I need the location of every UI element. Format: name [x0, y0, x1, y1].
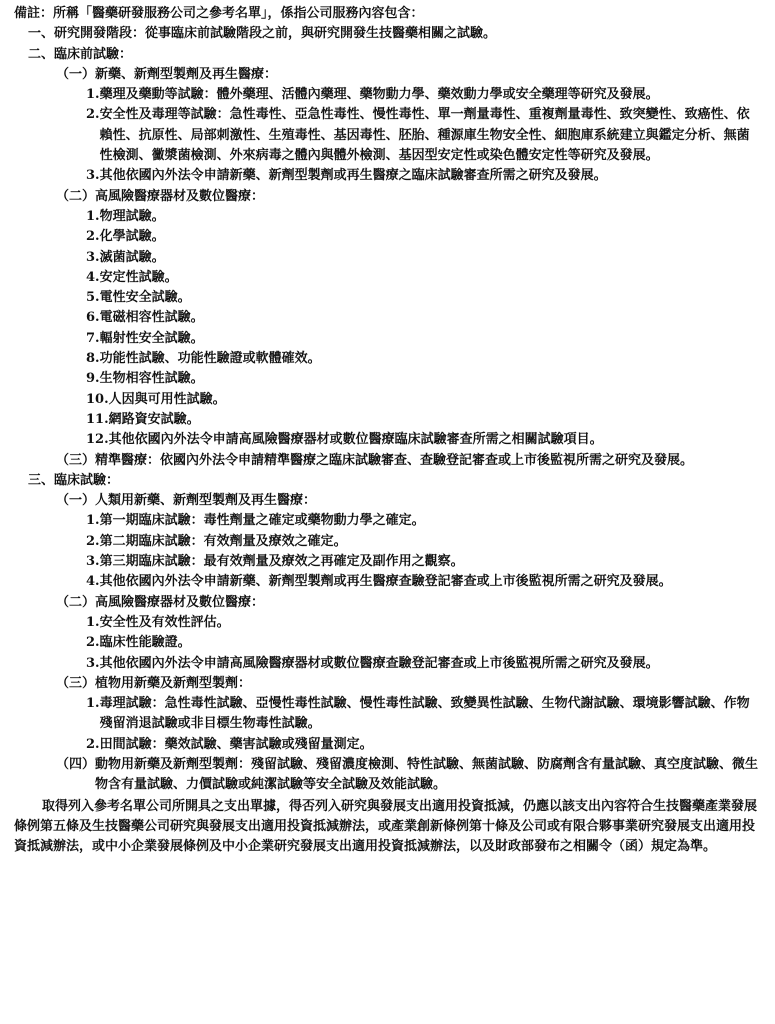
list-item-text: 安定性試驗。 — [99, 269, 178, 285]
list-item-text: 其他依國內外法令申請新藥、新劑型製劑或再生醫療之臨床試驗審查所需之研究及發展。 — [99, 168, 607, 184]
list-item-text: 電性安全試驗。 — [99, 290, 191, 306]
subsection-heading-label: （一） — [56, 66, 96, 82]
list-item — [14, 410, 762, 430]
list-item-text: 人因與可用性試驗。 — [108, 391, 226, 407]
list-item-text: 滅菌試驗。 — [99, 249, 165, 265]
list-item-label: 8. — [86, 351, 100, 367]
subsection-heading — [14, 755, 762, 796]
list-item — [14, 248, 762, 268]
subsection-heading-text: 高風險醫療器材及數位醫療： — [95, 594, 265, 610]
subsection-heading-text: 動物用新藥及新劑型製劑：殘留試驗、殘留濃度檢測、特性試驗、無菌試驗、防腐劑含有量試驗、真空度試驗、微生物含有量試驗、力價試驗或純潔試驗等安全試驗及效能試驗。 — [95, 756, 759, 793]
list-item-text: 第三期臨床試驗：最有效劑量及療效之再確定及副作用之觀察。 — [99, 554, 464, 570]
list-item-text: 其他依國內外法令申請新藥、新劑型製劑或再生醫療查驗登記審查或上市後監視所需之研究及發展。 — [99, 574, 672, 590]
list-item — [14, 511, 762, 531]
list-item-text: 安全性及毒理等試驗：急性毒性、亞急性毒性、慢性毒性、單一劑量毒性、重複劑量毒性、致突變性、致癌性、依賴性、抗原性、局部刺激性、生殖毒性、基因毒性、胚胎、種源庫生物安全性、細胞庫系統建立與鑑定分析、無菌性檢測、黴漿菌檢測、外來病毒之體內與體外檢測、基因型安定性或染色體安定性等研究及發展。 — [99, 107, 750, 164]
list-item-text: 第二期臨床試驗：有效劑量及療效之確定。 — [99, 533, 347, 549]
list-item-text: 毒理試驗：急性毒性試驗、亞慢性毒性試驗、慢性毒性試驗、致變異性試驗、生物代謝試驗、環境影響試驗、作物殘留消退試驗或非目標生物毒性試驗。 — [99, 696, 750, 732]
list-item-text: 物理試驗。 — [99, 208, 165, 224]
note-header — [14, 4, 762, 24]
list-item-label: 2. — [86, 107, 100, 123]
list-item-text: 生物相容性試驗。 — [99, 371, 204, 387]
list-item-label: 1. — [86, 513, 100, 529]
list-item-label: 3. — [86, 249, 100, 265]
list-item — [14, 105, 762, 166]
section-heading-label: 二、 — [28, 46, 55, 62]
note-intro: 所稱「醫藥研發服務公司之參考名單」，係指公司服務內容包含： — [53, 6, 424, 21]
subsection-heading-text: 新藥、新劑型製劑及再生醫療： — [95, 66, 278, 82]
note-label: 備註： — [14, 6, 54, 21]
subsection-heading — [14, 65, 762, 85]
subsection-heading-label: （四） — [56, 756, 96, 772]
list-item-label: 10. — [86, 391, 109, 407]
list-item-label: 4. — [86, 269, 100, 285]
list-item-text: 第一期臨床試驗：毒性劑量之確定或藥物動力學之確定。 — [99, 513, 425, 529]
list-item-label: 12. — [86, 432, 109, 448]
section-heading-label: 三、 — [28, 472, 55, 488]
section-heading-text: 臨床試驗： — [54, 472, 120, 488]
subsection-heading-label: （二） — [56, 594, 96, 610]
list-item — [14, 329, 762, 349]
list-item-text: 其他依國內外法令申請高風險醫療器材或數位醫療臨床試驗審查所需之相關試驗項目。 — [108, 432, 603, 448]
list-item-label: 9. — [86, 371, 100, 387]
list-item — [14, 85, 762, 105]
document — [14, 4, 762, 857]
list-item-label: 11. — [86, 411, 109, 427]
section-heading — [14, 45, 762, 65]
list-item — [14, 654, 762, 674]
subsection-heading — [14, 674, 762, 694]
section-heading — [14, 471, 762, 491]
subsection-heading-label: （二） — [56, 188, 96, 204]
list-item-label: 2. — [86, 229, 100, 245]
subsection-heading-text: 高風險醫療器材及數位醫療： — [95, 188, 265, 204]
list-item — [14, 166, 762, 186]
list-item-text: 輻射性安全試驗。 — [99, 330, 204, 346]
closing-paragraph: 取得列入參考名單公司所開具之支出單據，得否列入研究與發展支出適用投資抵減，仍應以該支出內容符合生技醫藥產業發展條例第五條及生技醫藥公司研究與發展支出適用投資抵減辦法，或產業創新條例第十條及公司或有限合夥事業研究發展支出適用投資抵減辦法，或中小企業發展條例及中小企業研究發展支出適用投資抵減辦法，以及財政部發布之相關令（函）規定為準。 — [14, 798, 758, 855]
subsection-heading-text: 人類用新藥、新劑型製劑及再生醫療： — [95, 493, 317, 509]
list-item-label: 2. — [86, 533, 100, 549]
list-item-label: 2. — [86, 635, 100, 651]
subsection-heading-label: （三） — [56, 675, 96, 691]
subsection-heading-text: 植物用新藥及新劑型製劑： — [95, 675, 252, 691]
list-item-label: 5. — [86, 290, 100, 306]
list-item-label: 3. — [86, 168, 100, 184]
list-item — [14, 694, 762, 735]
list-item-label: 4. — [86, 574, 100, 590]
list-item — [14, 552, 762, 572]
list-item-text: 其他依國內外法令申請高風險醫療器材或數位醫療查驗登記審查或上市後監視所需之研究及發展。 — [99, 655, 659, 671]
list-item — [14, 288, 762, 308]
subsection-heading-label: （一） — [56, 493, 96, 509]
list-item — [14, 613, 762, 633]
list-item-text: 化學試驗。 — [99, 229, 165, 245]
section-heading-text: 研究開發階段：從事臨床前試驗階段之前，與研究開發生技醫藥相關之試驗。 — [54, 26, 497, 42]
list-item — [14, 207, 762, 227]
list-item-text: 藥理及藥動等試驗：體外藥理、活體內藥理、藥物動力學、藥效動力學或安全藥理等研究及發展。 — [99, 87, 659, 103]
list-item-label: 7. — [86, 330, 100, 346]
subsection-heading — [14, 187, 762, 207]
list-item — [14, 735, 762, 755]
list-item — [14, 430, 762, 450]
section-list — [14, 24, 762, 795]
list-item — [14, 369, 762, 389]
list-item — [14, 633, 762, 653]
section-heading-text: 臨床前試驗： — [54, 46, 133, 62]
subsection-heading-label: （三） — [56, 452, 96, 468]
list-item — [14, 268, 762, 288]
list-item — [14, 227, 762, 247]
subsection-heading — [14, 491, 762, 511]
list-item-label: 6. — [86, 310, 100, 326]
list-item — [14, 532, 762, 552]
list-item-text: 安全性及有效性評估。 — [99, 614, 230, 630]
subsection-heading — [14, 593, 762, 613]
list-item-label: 3. — [86, 655, 100, 671]
list-item-text: 功能性試驗、功能性驗證或軟體確效。 — [99, 351, 321, 367]
list-item-text: 網路資安試驗。 — [108, 411, 200, 427]
section-heading — [14, 24, 762, 44]
list-item-label: 1. — [86, 696, 100, 712]
section-heading-label: 一、 — [28, 26, 55, 42]
list-item — [14, 308, 762, 328]
subsection-heading-text: 精準醫療：依國內外法令申請精準醫療之臨床試驗審查、查驗登記審查或上市後監視所需之研究及發展。 — [95, 452, 694, 468]
list-item-text: 臨床性能驗證。 — [99, 635, 191, 651]
subsection-heading — [14, 451, 762, 471]
list-item-text: 電磁相容性試驗。 — [99, 310, 204, 326]
list-item-label: 3. — [86, 554, 100, 570]
list-item-label: 1. — [86, 614, 100, 630]
list-item-label: 1. — [86, 208, 100, 224]
list-item — [14, 349, 762, 369]
list-item-text: 田間試驗：藥效試驗、藥害試驗或殘留量測定。 — [99, 736, 373, 752]
list-item — [14, 390, 762, 410]
list-item-label: 2. — [86, 736, 100, 752]
list-item — [14, 572, 762, 592]
list-item-label: 1. — [86, 87, 100, 103]
